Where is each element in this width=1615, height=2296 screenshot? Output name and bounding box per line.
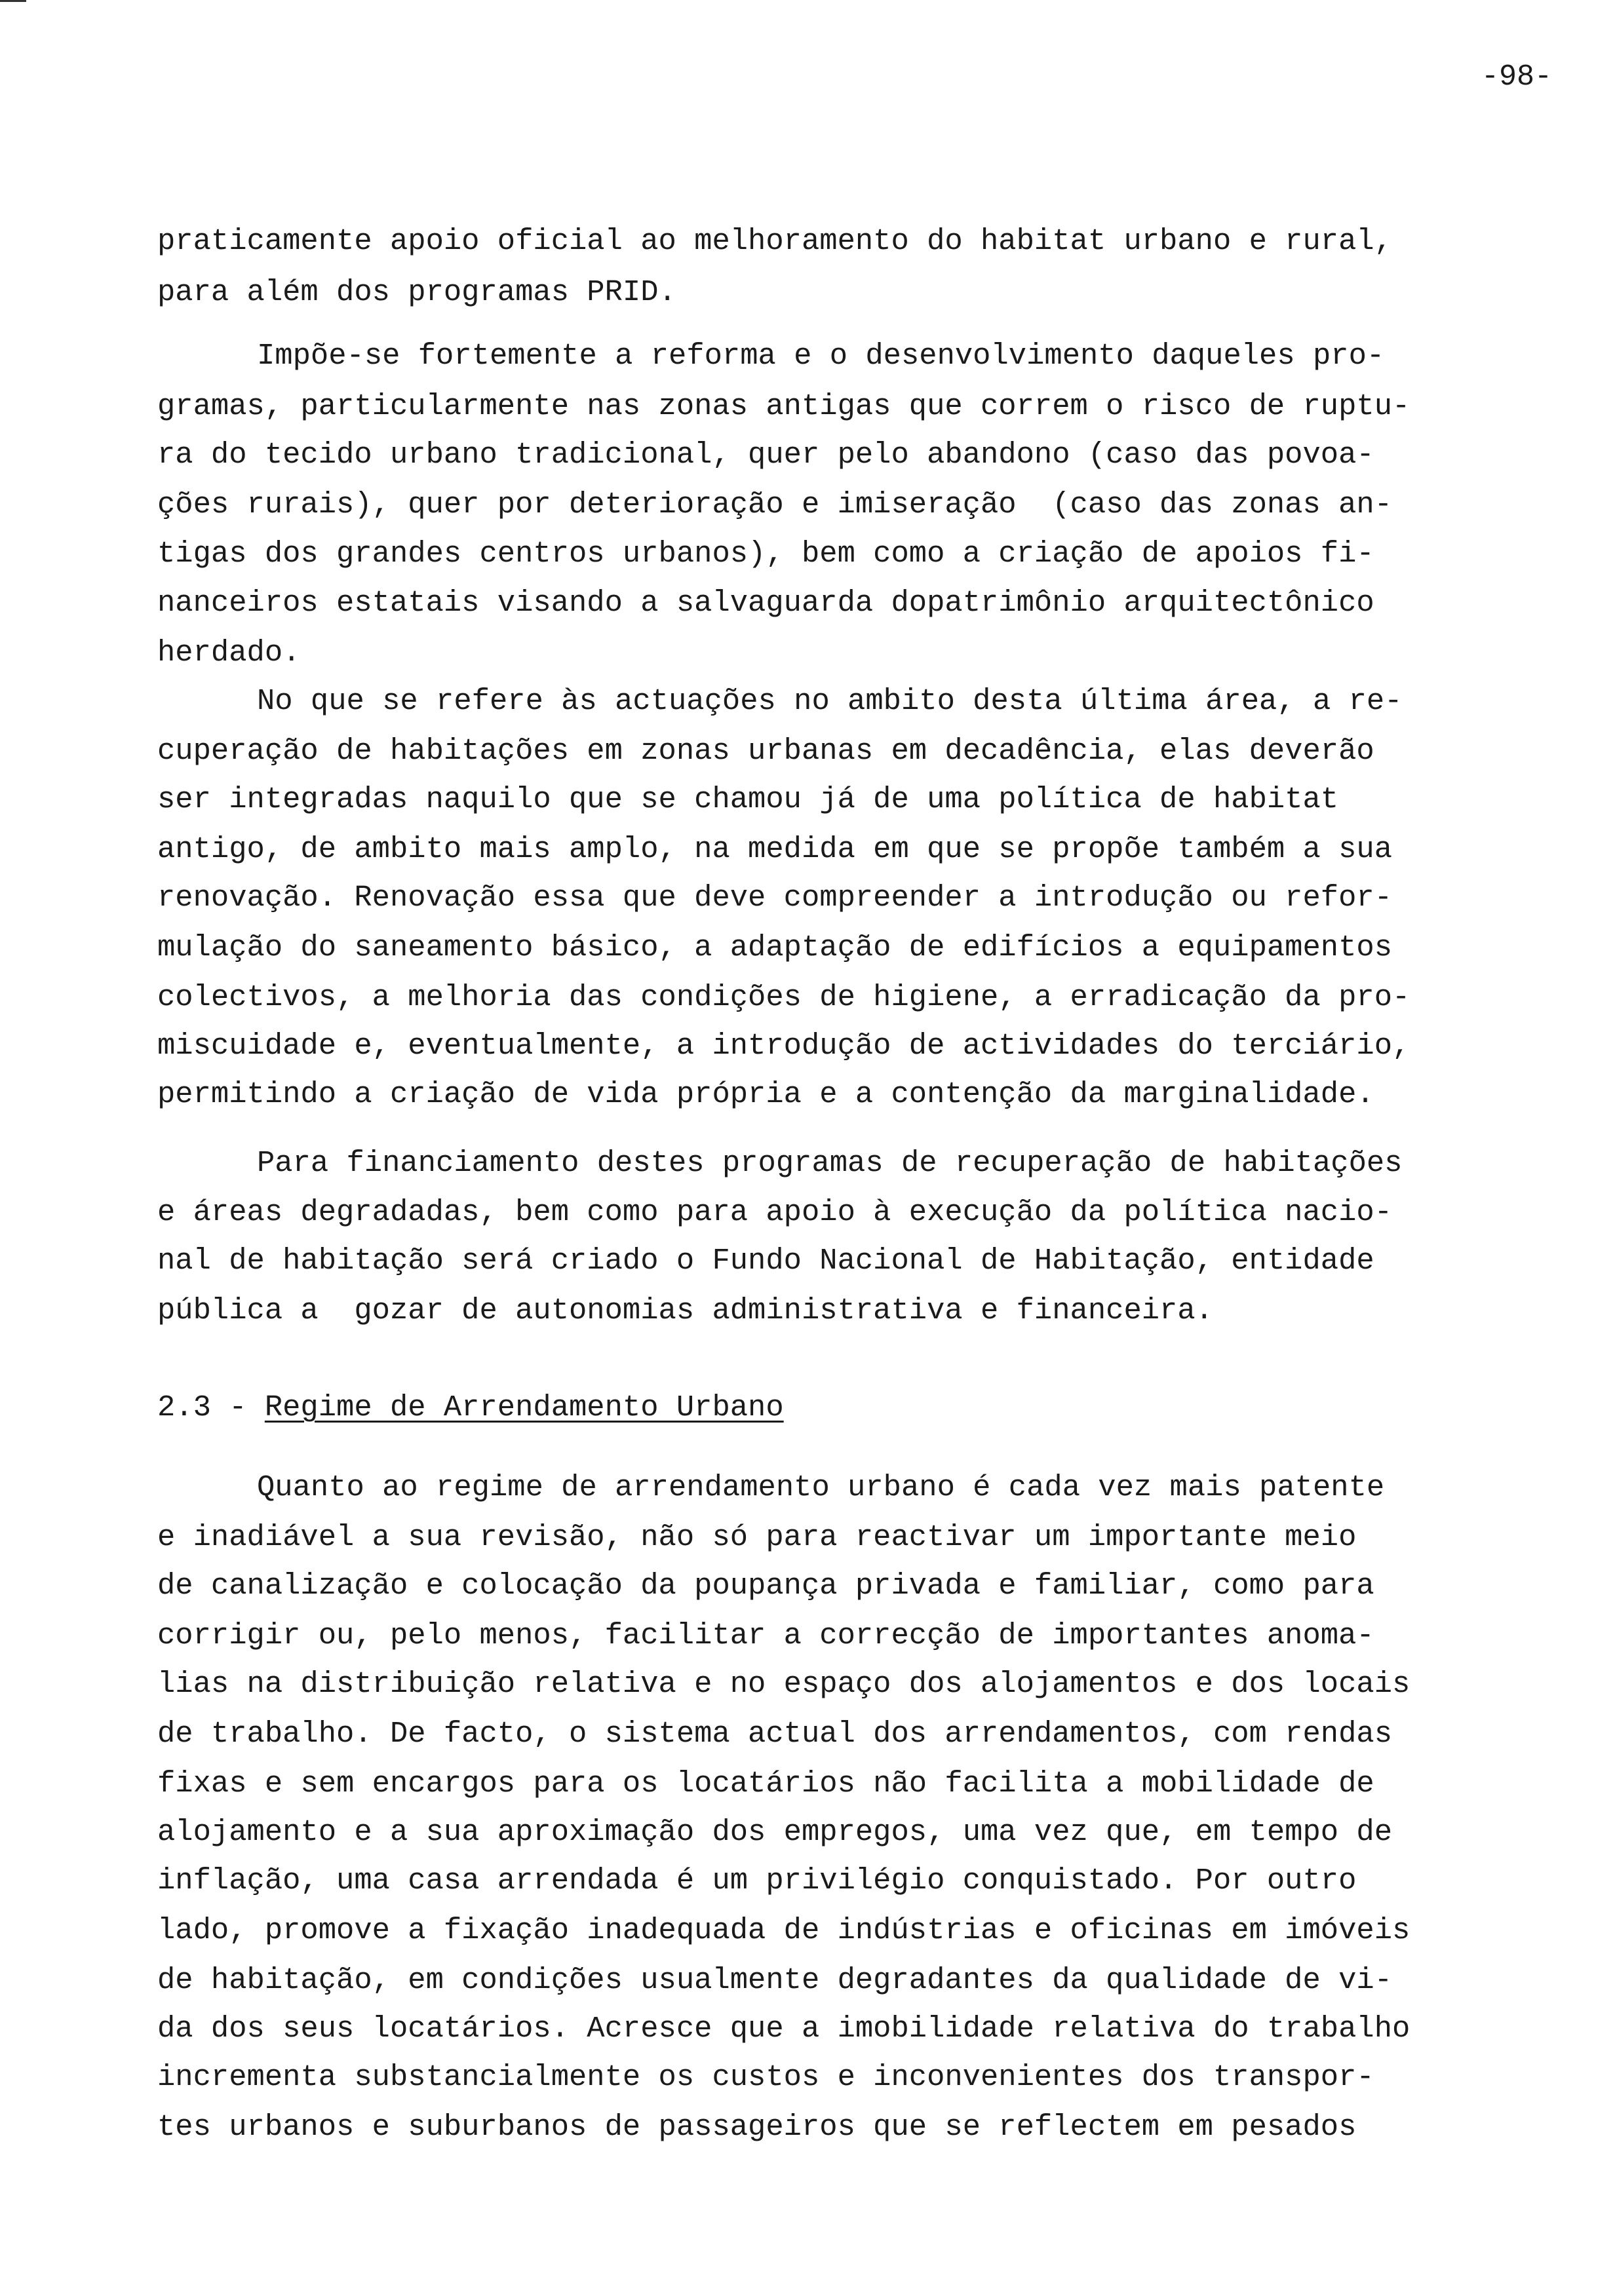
text-line: Quanto ao regime de arrendamento urbano é cada vez mais patente bbox=[257, 1470, 1385, 1504]
text-line: pública a gozar de autonomias administrativa e financeira. bbox=[157, 1293, 1213, 1328]
text-line: inflação, uma casa arrendada é um privilégio conquistado. Por outro bbox=[157, 1864, 1357, 1898]
text-line: nanceiros estatais visando a salvaguarda dopatrimônio arquitectônico bbox=[157, 586, 1374, 620]
text-line: lias na distribuição relativa e no espaço dos alojamentos e dos locais bbox=[157, 1667, 1411, 1701]
text-line: mulação do saneamento básico, a adaptação de edifícios a equipamentos bbox=[157, 930, 1393, 965]
text-line: cuperação de habitações em zonas urbanas em decadência, elas deverão bbox=[157, 734, 1374, 768]
text-line: antigo, de ambito mais amplo, na medida em que se propõe também a sua bbox=[157, 832, 1393, 866]
text-line: para além dos programas PRID. bbox=[157, 275, 676, 309]
text-line: herdado. bbox=[157, 636, 301, 670]
text-line: praticamente apoio oficial ao melhoramento do habitat urbano e rural, bbox=[157, 224, 1393, 258]
text-line: alojamento e a sua aproximação dos empregos, uma vez que, em tempo de bbox=[157, 1815, 1393, 1849]
section-number: 2.3 - bbox=[157, 1390, 265, 1425]
text-line: No que se refere às actuações no ambito desta última área, a re- bbox=[257, 684, 1403, 718]
section-title: Regime de Arrendamento Urbano bbox=[264, 1390, 784, 1425]
text-line: fixas e sem encargos para os locatários não facilita a mobilidade de bbox=[157, 1767, 1374, 1801]
text-line: tes urbanos e suburbanos de passageiros que se reflectem em pesados bbox=[157, 2110, 1357, 2144]
text-line: de habitação, em condições usualmente degradantes da qualidade de vi- bbox=[157, 1963, 1393, 1997]
text-line: ções rurais), quer por deterioração e imiseração (caso das zonas an- bbox=[157, 488, 1393, 522]
text-line: da dos seus locatários. Acresce que a imobilidade relativa do trabalho bbox=[157, 2012, 1411, 2046]
text-line: e áreas degradadas, bem como para apoio à execução da política nacio- bbox=[157, 1195, 1393, 1229]
text-line: gramas, particularmente nas zonas antigas que correm o risco de ruptu- bbox=[157, 389, 1411, 423]
text-line: permitindo a criação de vida própria e a contenção da marginalidade. bbox=[157, 1077, 1374, 1111]
text-line: tigas dos grandes centros urbanos), bem como a criação de apoios fi- bbox=[157, 537, 1374, 571]
section-heading bbox=[157, 1388, 784, 1427]
text-line: de trabalho. De facto, o sistema actual dos arrendamentos, com rendas bbox=[157, 1717, 1393, 1751]
text-line: Impõe-se fortemente a reforma e o desenvolvimento daqueles pro- bbox=[257, 339, 1385, 373]
text-line: Para financiamento destes programas de recuperação de habitações bbox=[257, 1146, 1403, 1180]
text-line: lado, promove a fixação inadequada de indústrias e oficinas em imóveis bbox=[157, 1913, 1411, 1947]
text-line: renovação. Renovação essa que deve compreender a introdução ou refor- bbox=[157, 881, 1393, 915]
page-number: -98- bbox=[1481, 60, 1552, 94]
text-line: colectivos, a melhoria das condições de higiene, a erradicação da pro- bbox=[157, 980, 1411, 1014]
text-line: ra do tecido urbano tradicional, quer pelo abandono (caso das povoa- bbox=[157, 438, 1374, 472]
text-line: incrementa substancialmente os custos e inconvenientes dos transpor- bbox=[157, 2060, 1374, 2094]
text-line: e inadiável a sua revisão, não só para reactivar um importante meio bbox=[157, 1520, 1357, 1554]
text-line: corrigir ou, pelo menos, facilitar a correcção de importantes anoma- bbox=[157, 1618, 1374, 1653]
text-line: miscuidade e, eventualmente, a introdução de actividades do terciário, bbox=[157, 1029, 1411, 1063]
text-line: nal de habitação será criado o Fundo Nacional de Habitação, entidade bbox=[157, 1244, 1374, 1278]
text-line: de canalização e colocação da poupança privada e familiar, como para bbox=[157, 1569, 1374, 1603]
text-line: ser integradas naquilo que se chamou já de uma política de habitat bbox=[157, 782, 1339, 816]
scan-edge-mark bbox=[0, 0, 26, 2]
